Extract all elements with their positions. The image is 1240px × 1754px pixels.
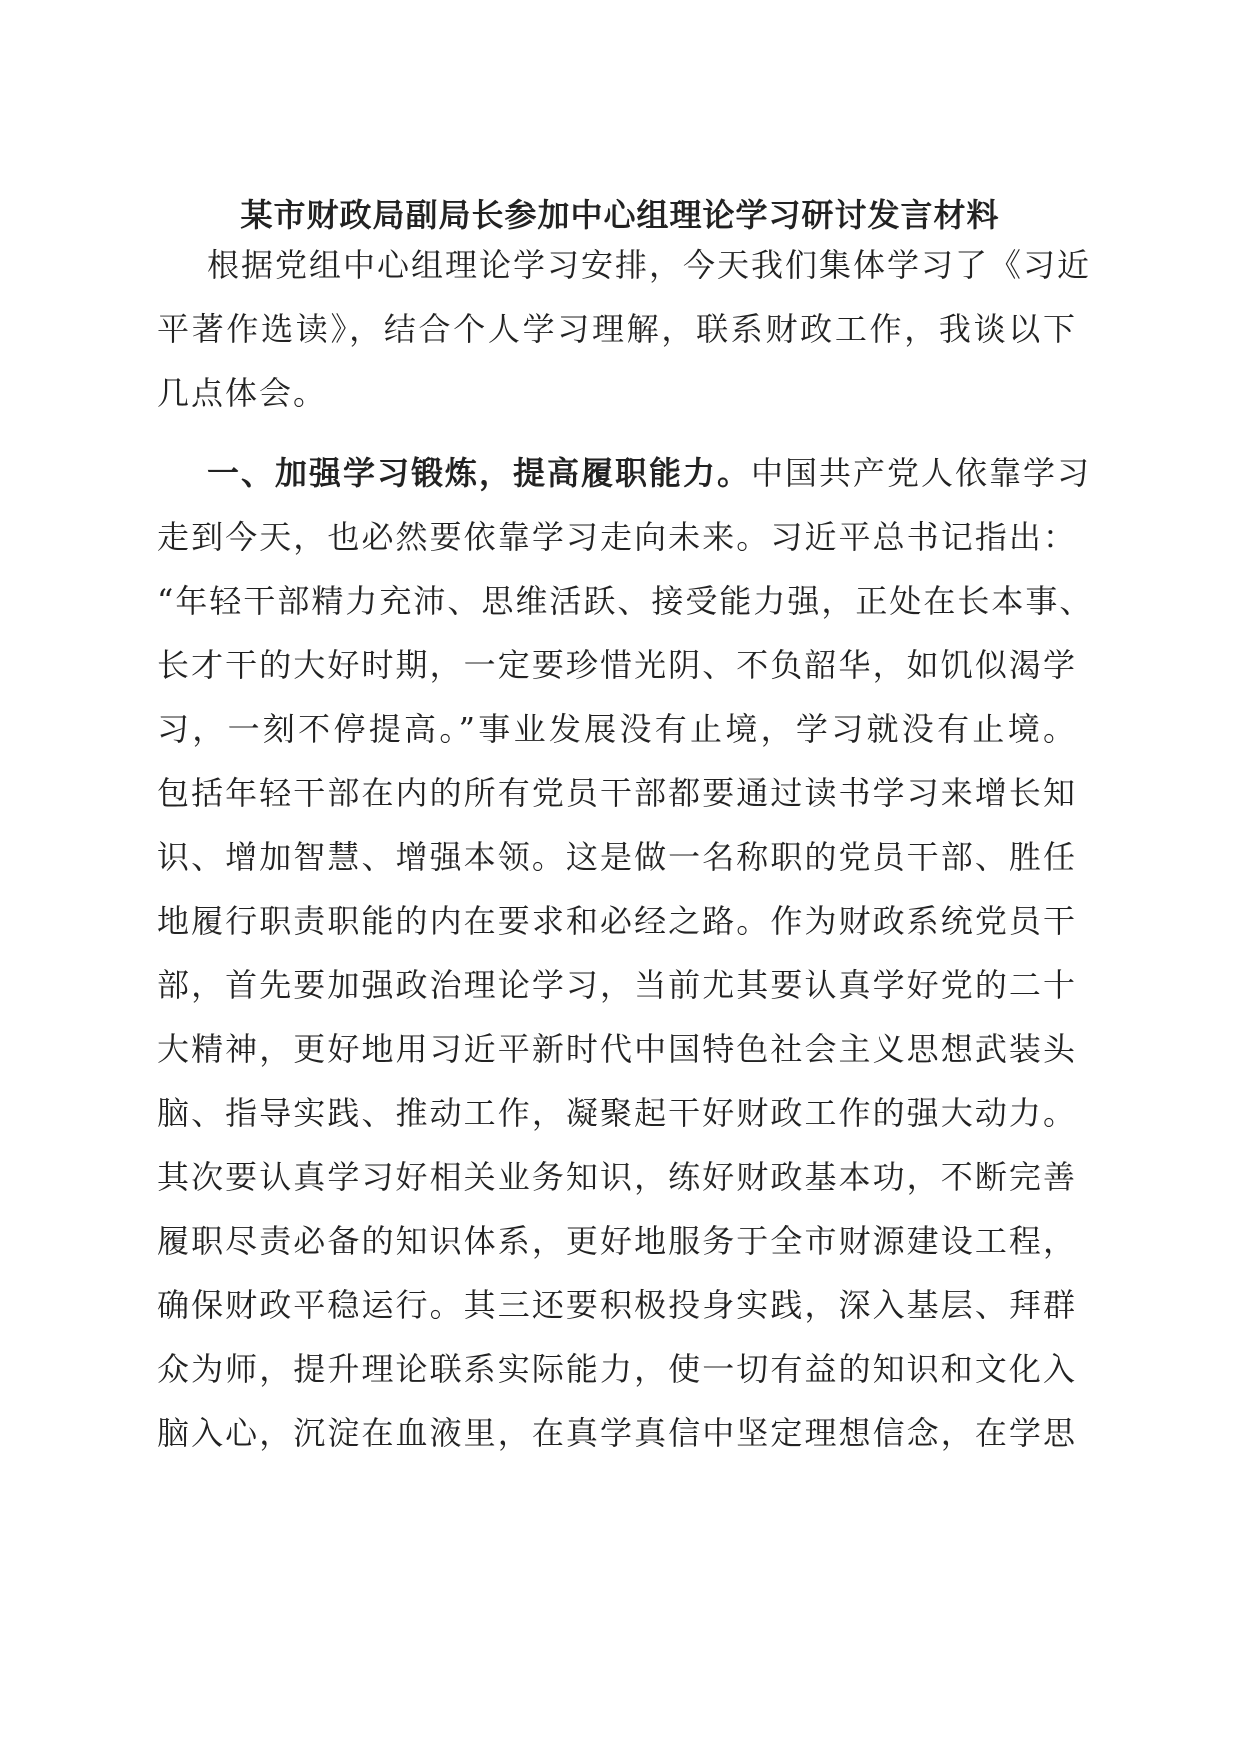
section-first-line-text: 中国共产党人依靠学习 [751,454,1092,492]
paragraph-line: 大精神，更好地用习近平新时代中国特色社会主义思想武装头 [157,1030,1077,1068]
paragraph-line: 其次要认真学习好相关业务知识，练好财政基本功，不断完善 [157,1158,1077,1196]
paragraph-line: 走到今天，也必然要依靠学习走向未来。习近平总书记指出： [157,518,1077,556]
paragraph-line: 习，一刻不停提高。”事业发展没有止境，学习就没有止境。 [157,710,1077,748]
paragraph-line: 长才干的大好时期，一定要珍惜光阴、不负韶华，如饥似渴学 [157,646,1077,684]
paragraph-line: 识、增加智慧、增强本领。这是做一名称职的党员干部、胜任 [157,838,1077,876]
paragraph-line: 脑、指导实践、推动工作，凝聚起干好财政工作的强大动力。 [157,1094,1077,1132]
paragraph-line: 确保财政平稳运行。其三还要积极投身实践，深入基层、拜群 [157,1286,1077,1324]
paragraph-line: 众为师，提升理论联系实际能力，使一切有益的知识和文化入 [157,1350,1077,1388]
paragraph-line: 脑入心，沉淀在血液里，在真学真信中坚定理想信念，在学思 [157,1414,1077,1452]
paragraph-line: 根据党组中心组理论学习安排，今天我们集体学习了《习近 [207,246,1092,284]
paragraph-line: 平著作选读》，结合个人学习理解，联系财政工作，我谈以下 [157,310,1077,348]
section-first-line [207,441,1092,505]
paragraph-line: “年轻干部精力充沛、思维活跃、接受能力强，正处在长本事、 [157,582,1094,620]
paragraph-line: 几点体会。 [157,374,328,412]
section-heading: 一、加强学习锻炼，提高履职能力。 [207,454,752,492]
document-title: 某市财政局副局长参加中心组理论学习研讨发言材料 [240,196,1000,234]
paragraph-line: 包括年轻干部在内的所有党员干部都要通过读书学习来增长知 [157,774,1077,812]
paragraph-line: 履职尽责必备的知识体系，更好地服务于全市财源建设工程， [157,1222,1077,1260]
paragraph-line: 部，首先要加强政治理论学习，当前尤其要认真学好党的二十 [157,966,1077,1004]
paragraph-line: 地履行职责职能的内在要求和必经之路。作为财政系统党员干 [157,902,1077,940]
